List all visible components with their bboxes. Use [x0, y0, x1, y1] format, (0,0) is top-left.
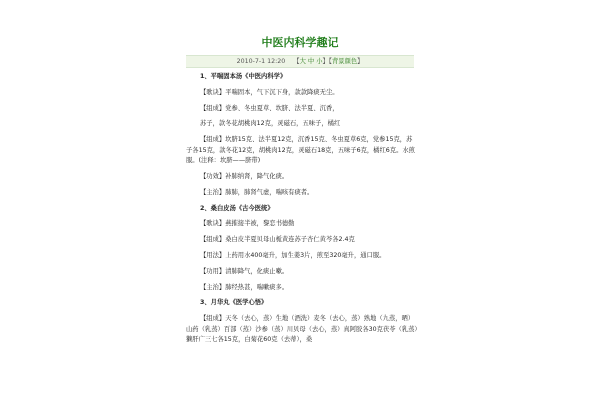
paragraph: 【组成】天冬（去心，蒸）生地（酒洗）麦冬（去心，蒸）熟地（九蒸，晒）山药（乳蒸）百部（蒸）沙参（蒸）川贝母（去心，蒸）真阿胶各30克茯苓（乳蒸）獭肝广三七各15克，白菊花60克（去蒂），桑 — [186, 315, 418, 344]
paragraph: 【主治】肺经热甚，喘嗽痰多。 — [200, 283, 289, 291]
paragraph: 【歌诀】平喘固本，气下沉下身，款款降痰无尘。 — [200, 88, 339, 96]
bracket-open-2: 【 — [328, 58, 332, 65]
article-body — [186, 72, 418, 351]
paragraph: 【歌诀】燕摧接半被，黎恋书德勤 — [200, 220, 295, 228]
section-heading: 2、桑白皮汤《古今医统》 — [200, 204, 274, 212]
background-color-link[interactable]: 背景颜色 — [331, 58, 358, 65]
section-heading: 1、平喘固本汤《中医内科学》 — [200, 73, 287, 80]
paragraph: 【功效】补肺纳肾，降气化痰。 — [200, 173, 289, 181]
post-meta-bar — [186, 56, 414, 67]
paragraph: 苏子，款冬花胡桃肉12克，灵磁石，五味子，橘红 — [200, 120, 341, 128]
paragraph: 【用法】上药用水400毫升，加生姜3片，煎至320毫升，通口服。 — [200, 252, 386, 259]
section-heading: 3、月华丸《医学心悟》 — [200, 299, 268, 307]
paragraph: 【组成】坎脐15克、法半夏12克，沉香15克、冬虫夏草6克，党参15克，苏子各15克，款冬花12克，胡桃肉12克，灵磁石18克，五味子6克，橘红6克。水煎服。(注释：坎脐——脐带) — [186, 136, 415, 165]
bracket-close-2: 】 — [357, 58, 364, 65]
font-size-links[interactable]: 大 中 小 — [299, 58, 323, 65]
divider — [186, 67, 414, 68]
paragraph: 【组成】桑白皮半夏贝母山栀黄连苏子杏仁黄芩各2.4克 — [200, 236, 355, 244]
page-title: 中医内科学趣记 — [261, 36, 339, 49]
paragraph: 【组成】党参、冬虫夏草、坎脐、法半夏、沉香， — [200, 104, 339, 112]
paragraph: 【功用】清肺降气，化痰止嗽。 — [200, 267, 289, 275]
post-date: 2010-7-1 12:20 — [236, 58, 286, 65]
bracket-close: 】 — [322, 58, 329, 65]
paragraph: 【主治】肺肺，肺肾气虚，喘咳有痰者。 — [200, 188, 314, 196]
bracket-open: 【 — [293, 58, 300, 65]
